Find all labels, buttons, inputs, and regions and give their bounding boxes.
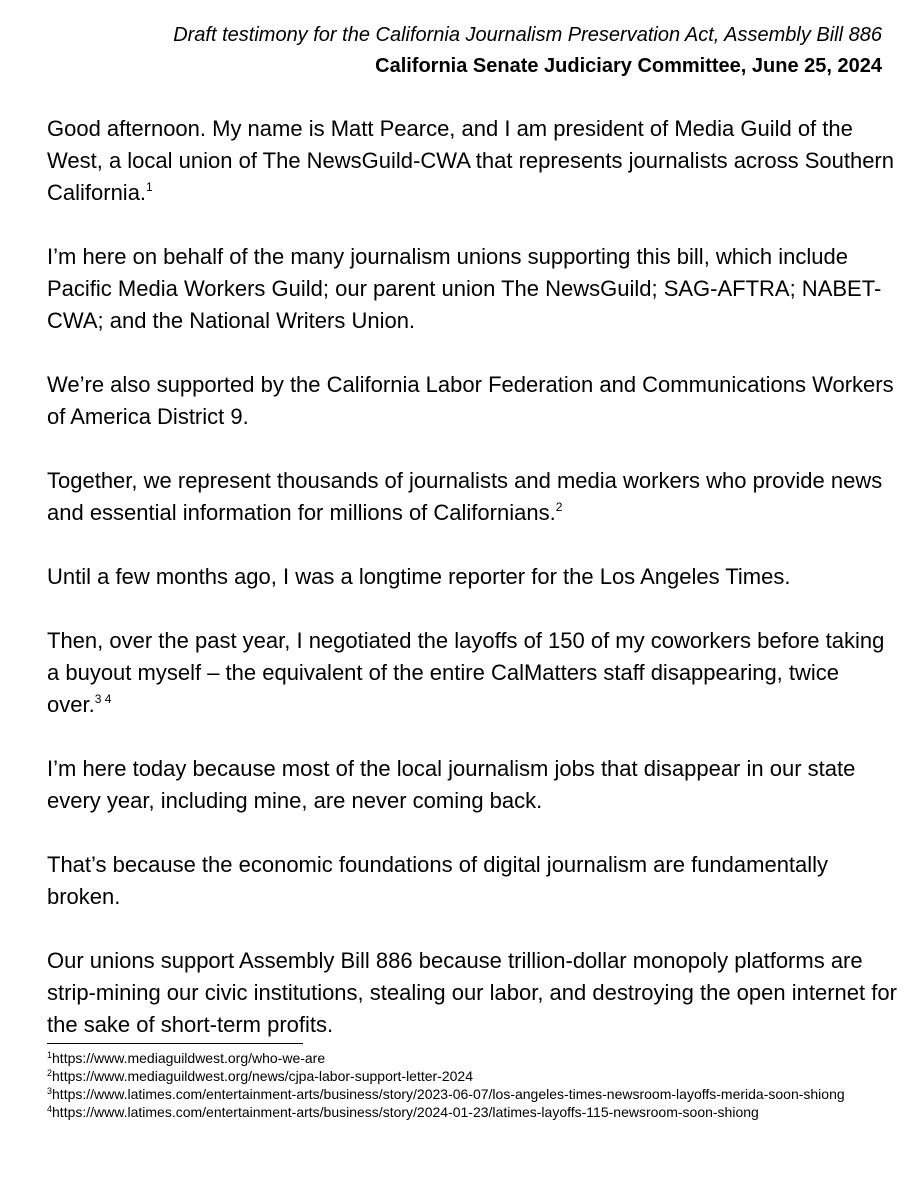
footnote-ref: 3 4 [94,692,112,706]
paragraph-text: Good afternoon. My name is Matt Pearce, and I am president of Media Guild of the West, a local union of The NewsGuild-CWA that represents journalists across Southern California. [47,116,894,205]
paragraph-unions [47,241,897,337]
paragraph-representation [47,465,897,529]
footnote-link[interactable]: https://www.latimes.com/entertainment-arts/business/story/2024-01-23/latimes-layoffs-115-newsroom-soon-shiong [52,1104,759,1120]
paragraph-text: Then, over the past year, I negotiated the layoffs of 150 of my coworkers before taking a buyout myself – the equivalent of the entire CalMatters staff disappearing, twice over. [47,628,885,717]
document-header [173,20,882,82]
paragraph-background [47,561,897,593]
footnote-ref: 2 [555,500,563,514]
paragraph-economics [47,849,897,913]
footnote-link[interactable]: https://www.latimes.com/entertainment-arts/business/story/2023-06-07/los-angeles-times-newsroom-layoffs-merida-soon-shiong [52,1086,845,1102]
document-subtitle: Draft testimony for the California Journalism Preservation Act, Assembly Bill 886 [173,24,882,46]
footnote-ref: 1 [146,180,153,194]
footnote-number: 1 [47,1050,53,1060]
paragraph-intro [47,113,897,209]
footnote-divider [47,1043,303,1044]
footnote-item [47,1067,887,1085]
footnote-item [47,1049,887,1067]
paragraph-text: I’m here today because most of the local journalism jobs that disappear in our state every year, including mine, are never coming back. [47,756,856,813]
footnote-number: 2 [47,1068,53,1078]
footnotes [47,1049,887,1121]
paragraph-text: That’s because the economic foundations of digital journalism are fundamentally broken. [47,852,829,909]
footnote-item [47,1103,887,1121]
footnote-link[interactable]: https://www.mediaguildwest.org/who-we-are [52,1050,326,1066]
footnote-link[interactable]: https://www.mediaguildwest.org/news/cjpa-labor-support-letter-2024 [52,1068,473,1084]
footnote-number: 3 [47,1086,53,1096]
testimony-body [47,113,897,1041]
paragraph-text: Our unions support Assembly Bill 886 because trillion-dollar monopoly platforms are strip-mining our civic institutions, stealing our labor, and destroying the open internet for the sake of short-term profits. [47,948,897,1037]
paragraph-text: Until a few months ago, I was a longtime reporter for the Los Angeles Times. [47,564,791,589]
paragraph-text: We’re also supported by the California Labor Federation and Communications Workers of America District 9. [47,372,894,429]
paragraph-text: Together, we represent thousands of journalists and media workers who provide news and essential information for millions of Californians. [47,468,883,525]
paragraph-layoffs [47,625,897,721]
footnote-item [47,1085,887,1103]
paragraph-supporters [47,369,897,433]
paragraph-conclusion [47,945,897,1041]
committee-heading: California Senate Judiciary Committee, June 25, 2024 [375,55,882,77]
footnote-number: 4 [47,1104,53,1114]
paragraph-jobs [47,753,897,817]
paragraph-text: I’m here on behalf of the many journalism unions supporting this bill, which include Pacific Media Workers Guild; our parent union The NewsGuild; SAG-AFTRA; NABET-CWA; and the National Writers Union. [47,244,882,333]
